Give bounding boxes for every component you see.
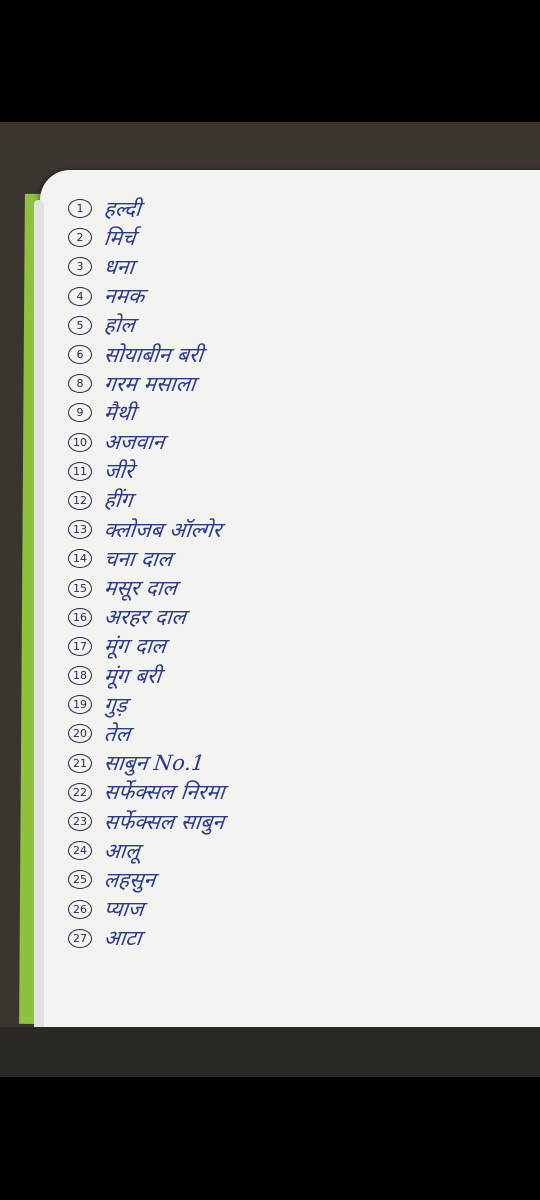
list-item <box>68 573 540 602</box>
item-number: 23 <box>68 812 92 831</box>
list-item <box>68 603 540 632</box>
list-item <box>68 749 540 778</box>
list-item <box>68 924 540 953</box>
grocery-list <box>68 194 540 953</box>
item-number: 24 <box>68 841 92 860</box>
item-number: 10 <box>68 433 92 452</box>
item-text: चना दाल <box>102 546 174 571</box>
list-item <box>68 398 540 427</box>
list-item <box>68 282 540 311</box>
item-text: हल्दी <box>102 196 143 221</box>
item-number: 25 <box>68 870 92 889</box>
item-number: 2 <box>68 228 92 247</box>
list-item <box>68 340 540 369</box>
item-text: मिर्च <box>102 225 137 250</box>
item-number: 21 <box>68 754 92 773</box>
item-text: गरम मसाला <box>102 371 197 396</box>
item-number: 9 <box>68 403 92 422</box>
list-item <box>68 428 540 457</box>
list-item <box>68 690 540 719</box>
table-surface <box>0 1027 540 1077</box>
list-item <box>68 632 540 661</box>
item-text: मूंग दाल <box>102 634 168 659</box>
item-text: तेल <box>102 721 132 746</box>
item-number: 13 <box>68 520 92 539</box>
item-text: अरहर दाल <box>102 605 188 630</box>
list-item <box>68 807 540 836</box>
item-number: 22 <box>68 783 92 802</box>
item-text: सर्फेक्सल साबुन <box>102 809 226 834</box>
item-number: 5 <box>68 316 92 335</box>
item-text: सर्फेक्सल निरमा <box>102 780 226 805</box>
item-text: आलू <box>102 838 141 863</box>
item-number: 12 <box>68 491 92 510</box>
item-text: सोयाबीन बरी <box>102 342 205 367</box>
item-number: 27 <box>68 929 92 948</box>
item-number: 11 <box>68 462 92 481</box>
list-item <box>68 778 540 807</box>
list-item <box>68 515 540 544</box>
item-text: लहसुन <box>102 867 157 892</box>
item-number: 14 <box>68 549 92 568</box>
item-text: साबुन No.1 <box>102 751 206 776</box>
item-text: मसूर दाल <box>102 576 179 601</box>
item-text: आटा <box>102 926 143 951</box>
item-text: होल <box>102 313 137 338</box>
notebook-page <box>40 170 540 1030</box>
item-text: गुड़ <box>102 692 129 717</box>
list-item <box>68 544 540 573</box>
item-number: 20 <box>68 724 92 743</box>
list-item <box>68 369 540 398</box>
item-number: 6 <box>68 345 92 364</box>
list-item <box>68 194 540 223</box>
item-text: नमक <box>102 284 146 309</box>
item-text: हींग <box>102 488 134 513</box>
item-number: 1 <box>68 199 92 218</box>
item-number: 3 <box>68 257 92 276</box>
list-item <box>68 311 540 340</box>
item-text: क्लोजब ऑल्गेर <box>102 517 223 542</box>
item-text: प्याज <box>102 897 145 922</box>
list-item <box>68 719 540 748</box>
item-number: 18 <box>68 666 92 685</box>
list-item <box>68 836 540 865</box>
item-number: 26 <box>68 900 92 919</box>
notebook-photo <box>0 122 540 1077</box>
item-number: 19 <box>68 695 92 714</box>
item-number: 4 <box>68 287 92 306</box>
item-text: अजवान <box>102 430 166 455</box>
list-item <box>68 895 540 924</box>
item-number: 15 <box>68 579 92 598</box>
item-number: 16 <box>68 608 92 627</box>
item-text: धना <box>102 254 136 279</box>
list-item <box>68 661 540 690</box>
list-item <box>68 457 540 486</box>
list-item <box>68 865 540 894</box>
item-number: 17 <box>68 637 92 656</box>
item-text: मैथी <box>102 400 137 425</box>
list-item <box>68 252 540 281</box>
list-item <box>68 223 540 252</box>
item-text: जीरे <box>102 459 135 484</box>
item-number: 8 <box>68 374 92 393</box>
item-text: मूंग बरी <box>102 663 163 688</box>
list-item <box>68 486 540 515</box>
